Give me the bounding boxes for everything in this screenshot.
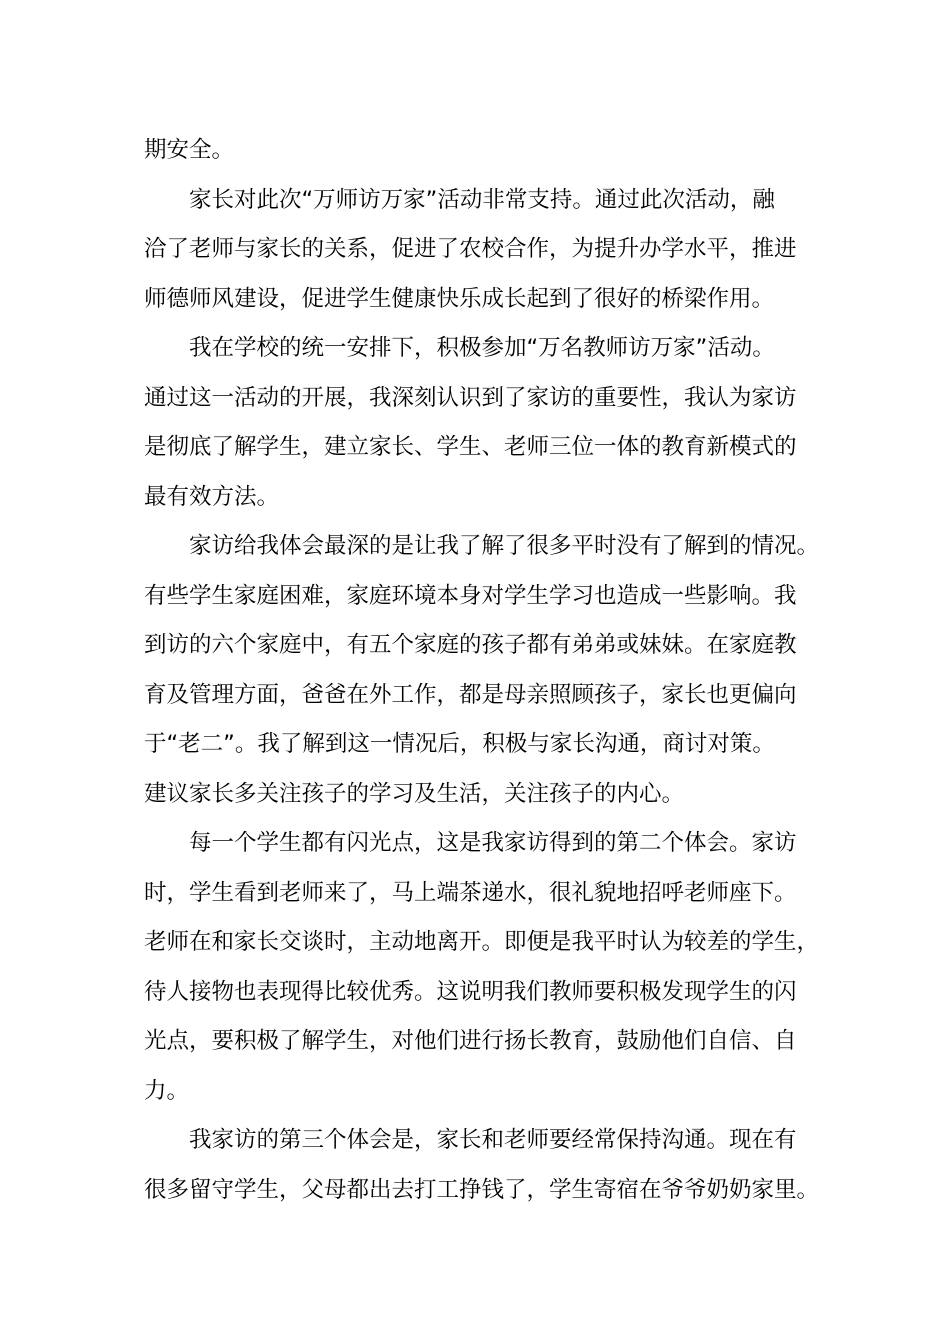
text-line: 每一个学生都有闪光点，这是我家访得到的第二个体会。家访 bbox=[189, 830, 797, 856]
text-line: 待人接物也表现得比较优秀。这说明我们教师要积极发现学生的闪 bbox=[144, 978, 797, 1005]
text-line: 洽了老师与家长的关系，促进了农校合作，为提升办学水平，推进 bbox=[144, 236, 797, 262]
text-line: 师德师风建设，促进学生健康快乐成长起到了很好的桥梁作用。 bbox=[144, 285, 775, 312]
text-line: 建议家长多关注孩子的学习及生活，关注孩子的内心。 bbox=[144, 780, 685, 807]
text-line: 是彻底了解学生，建立家长、学生、老师三位一体的教育新模式的 bbox=[144, 434, 797, 460]
text-line: 我在学校的统一安排下，积极参加“万名教师访万家”活动。 bbox=[189, 335, 775, 361]
text-line: 老师在和家长交谈时，主动地离开。即便是我平时认为较差的学生， bbox=[144, 929, 820, 955]
text-line: 有些学生家庭困难，家庭环境本身对学生学习也造成一些影响。我 bbox=[144, 582, 797, 609]
text-line: 通过这一活动的开展，我深刻认识到了家访的重要性，我认为家访 bbox=[144, 384, 797, 411]
text-line: 家访给我体会最深的是让我了解了很多平时没有了解到的情况。 bbox=[189, 533, 820, 559]
text-line: 力。 bbox=[144, 1077, 190, 1104]
text-line: 很多留守学生，父母都出去打工挣钱了，学生寄宿在爷爷奶奶家里。 bbox=[144, 1176, 820, 1203]
text-line: 育及管理方面，爸爸在外工作，都是母亲照顾孩子，家长也更偏向 bbox=[144, 681, 797, 708]
text-line: 光点，要积极了解学生，对他们进行扬长教育，鼓励他们自信、自 bbox=[144, 1028, 797, 1054]
text-line: 最有效方法。 bbox=[144, 483, 280, 510]
text-line: 我家访的第三个体会是，家长和老师要经常保持沟通。现在有 bbox=[189, 1127, 797, 1153]
text-line: 于“老二”。我了解到这一情况后，积极与家长沟通，商讨对策。 bbox=[144, 731, 775, 757]
text-line: 期安全。 bbox=[144, 137, 235, 163]
text-line: 到访的六个家庭中，有五个家庭的孩子都有弟弟或妹妹。在家庭教 bbox=[144, 632, 797, 658]
body-text bbox=[144, 126, 834, 1215]
text-line: 家长对此次“万师访万家”活动非常支持。通过此次活动，融 bbox=[189, 186, 775, 213]
text-line: 时，学生看到老师来了，马上端茶递水，很礼貌地招呼老师座下。 bbox=[144, 879, 797, 906]
